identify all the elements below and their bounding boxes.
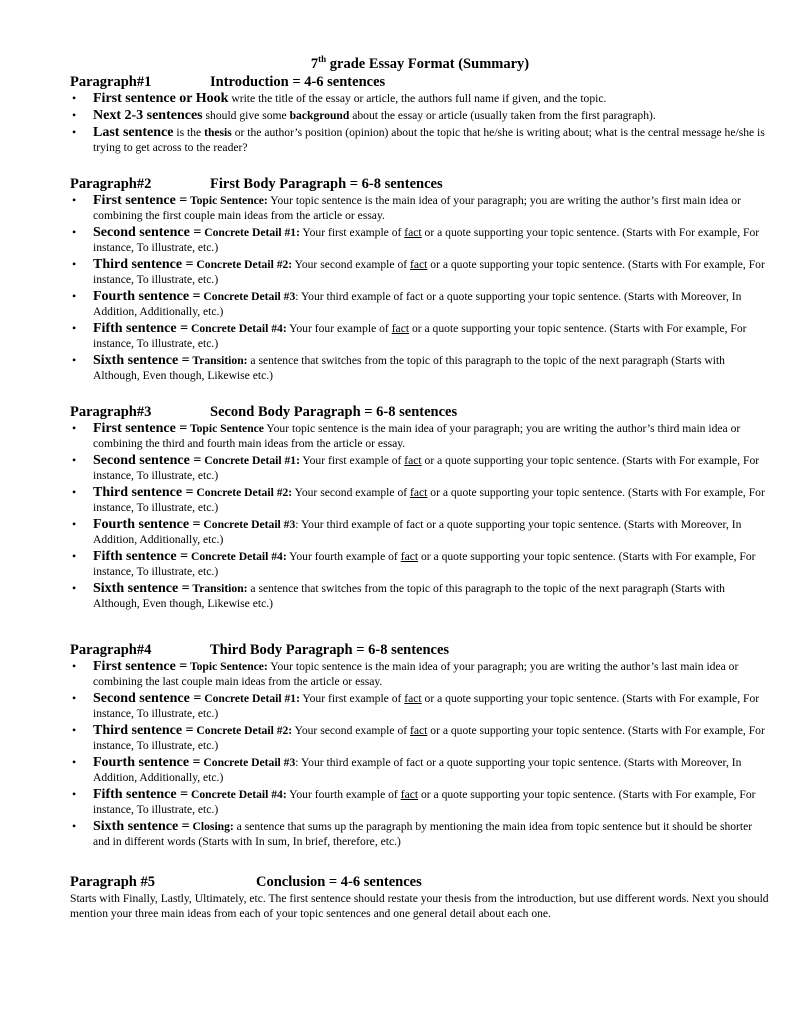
conclusion-label: Paragraph #5 xyxy=(70,874,155,890)
body3-label: Paragraph#4 xyxy=(70,642,152,658)
body3-list xyxy=(70,659,770,849)
list-item: • Second sentence = Concrete Detail #1: Your first example of fact or a quote supporting your topic sentence. (Starts with For example, For instance, To illustrate, etc.) xyxy=(72,225,760,254)
list-item: • Last sentence is the thesis or the author’s position (opinion) about the topic that he/she is writing about; what is the central message he/she is trying to get across to the reader? xyxy=(72,125,765,154)
document-title: 7th grade Essay Format (Summary) xyxy=(310,54,530,72)
body1-list xyxy=(70,193,770,383)
intro-label: Paragraph#1 xyxy=(70,74,152,90)
body1-title: First Body Paragraph = 6-8 sentences xyxy=(210,176,443,192)
body1-label: Paragraph#2 xyxy=(70,176,152,192)
intro-list xyxy=(70,91,770,155)
body3-heading xyxy=(70,641,770,659)
list-item: • Fifth sentence = Concrete Detail #4: Your fourth example of fact or a quote supporting your topic sentence. (Starts with For example, For instance, To illustrate, etc.) xyxy=(72,787,756,816)
list-item: • Fourth sentence = Concrete Detail #3: Your third example of fact or a quote supporting your topic sentence. (Starts with Moreover, In Addition, Additionally, etc.) xyxy=(72,289,742,318)
body1-heading xyxy=(70,175,770,193)
intro-title: Introduction = 4-6 sentences xyxy=(210,74,386,90)
list-item: • Sixth sentence = Transition: a sentence that switches from the topic of this paragraph to the topic of the next paragraph (Starts with Although, Even though, Likewise etc.) xyxy=(72,581,725,610)
list-item: • Fourth sentence = Concrete Detail #3: Your third example of fact or a quote supporting your topic sentence. (Starts with Moreover, In Addition, Additionally, etc.) xyxy=(72,517,742,546)
list-item: • Second sentence = Concrete Detail #1: Your first example of fact or a quote supporting your topic sentence. (Starts with For example, For instance, To illustrate, etc.) xyxy=(72,691,760,720)
list-item: • First sentence = Topic Sentence: Your topic sentence is the main idea of your paragraph; you are writing the author’s last main idea or combining the last couple main ideas from the article or essay. xyxy=(72,659,739,688)
conclusion-text: Starts with Finally, Lastly, Ultimately, etc. The first sentence should restate your thesis from the introduction, but use different words. Next you should mention your three main ideas from each of your topic sentences and one general detail about each one. xyxy=(70,892,769,920)
conclusion-heading xyxy=(70,873,770,891)
list-item: • Fourth sentence = Concrete Detail #3: Your third example of fact or a quote supporting your topic sentence. (Starts with Moreover, In Addition, Additionally, etc.) xyxy=(72,755,742,784)
list-item: • Fifth sentence = Concrete Detail #4: Your fourth example of fact or a quote supporting your topic sentence. (Starts with For example, For instance, To illustrate, etc.) xyxy=(72,549,756,578)
list-item: • Third sentence = Concrete Detail #2: Your second example of fact or a quote supporting your topic sentence. (Starts with For example, For instance, To illustrate, etc.) xyxy=(72,485,765,514)
list-item: • Third sentence = Concrete Detail #2: Your second example of fact or a quote supporting your topic sentence. (Starts with For example, For instance, To illustrate, etc.) xyxy=(72,257,765,286)
body2-heading xyxy=(70,403,770,421)
list-item: • Fifth sentence = Concrete Detail #4: Your four example of fact or a quote supporting your topic sentence. (Starts with For example, For instance, To illustrate, etc.) xyxy=(72,321,747,350)
list-item: • First sentence or Hook write the title of the essay or article, the authors full name if given, and the topic. xyxy=(72,91,607,106)
body3-title: Third Body Paragraph = 6-8 sentences xyxy=(210,642,450,658)
list-item: • First sentence = Topic Sentence: Your topic sentence is the main idea of your paragraph; you are writing the author’s first main idea or combining the first couple main ideas from the article or essay. xyxy=(72,193,741,222)
list-item: • Sixth sentence = Transition: a sentence that switches from the topic of this paragraph to the topic of the next paragraph (Starts with Although, Even though, Likewise etc.) xyxy=(72,353,725,382)
intro-heading xyxy=(70,73,770,91)
body2-label: Paragraph#3 xyxy=(70,404,152,420)
list-item: • First sentence = Topic Sentence Your topic sentence is the main idea of your paragraph; you are writing the author’s third main idea or combining the third and fourth main ideas from the article or essay. xyxy=(72,421,741,450)
list-item: • Second sentence = Concrete Detail #1: Your first example of fact or a quote supporting your topic sentence. (Starts with For example, For instance, To illustrate, etc.) xyxy=(72,453,760,482)
list-item: • Next 2-3 sentences should give some background about the essay or article (usually taken from the first paragraph). xyxy=(72,108,656,123)
conclusion-title: Conclusion = 4-6 sentences xyxy=(256,874,422,890)
document-page xyxy=(70,55,770,921)
list-item: • Sixth sentence = Closing: a sentence that sums up the paragraph by mentioning the main idea from topic sentence but it should be shorter and in different words (Starts with In sum, In brief, therefore, etc.) xyxy=(72,819,753,848)
body2-list xyxy=(70,421,770,611)
body2-title: Second Body Paragraph = 6-8 sentences xyxy=(210,404,458,420)
list-item: • Third sentence = Concrete Detail #2: Your second example of fact or a quote supporting your topic sentence. (Starts with For example, For instance, To illustrate, etc.) xyxy=(72,723,765,752)
